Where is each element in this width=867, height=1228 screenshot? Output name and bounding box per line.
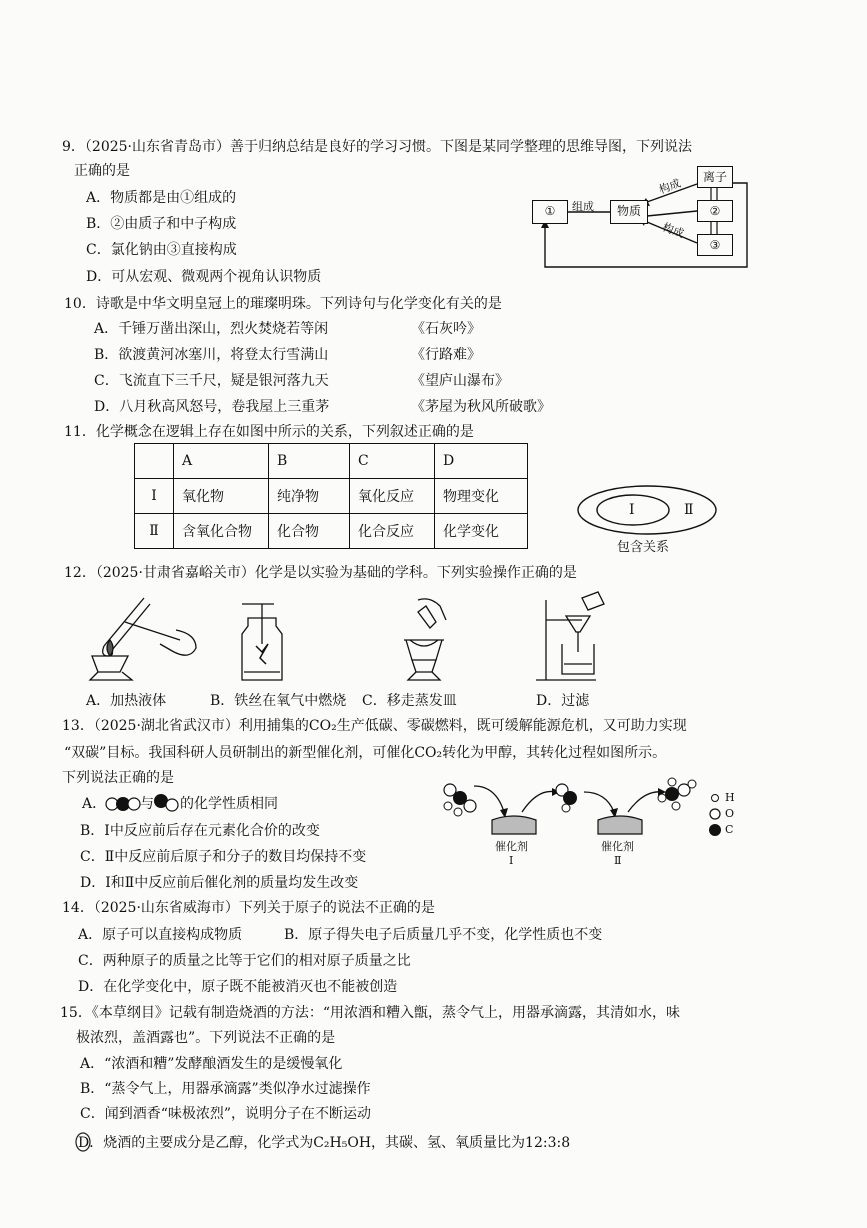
table-cell: 化学变化 [435, 514, 528, 549]
q10-source-b: 《行路难》 [411, 347, 481, 363]
q11-venn-inner-label: Ⅰ [629, 502, 635, 518]
q10-stem: 10．诗歌是中华文明皇冠上的璀璨明珠。下列诗句与化学变化有关的是 [64, 296, 502, 312]
q15-stem-line2: 极浓烈，盖酒露也”。下列说法不正确的是 [76, 1030, 336, 1046]
legend-label-c: C [725, 823, 734, 836]
legend-label-h: H [725, 791, 735, 804]
table-cell: 含氧化合物 [174, 514, 269, 549]
q12-stem: 12．（2025·甘肃省嘉峪关市）化学是以实验为基础的学科。下列实验操作正确的是 [64, 565, 577, 581]
q14-stem: 14．（2025·山东省威海市）下列关于原子的说法不正确的是 [62, 900, 435, 916]
q9-node-1: ① [532, 200, 568, 224]
table-cell: 化合物 [269, 514, 350, 549]
q13-option-a-prefix: A． [82, 796, 107, 812]
table-header-c: C [350, 444, 435, 479]
q9-stem-line1: 9．（2025·山东省青岛市）善于归纳总结是良好的学习习惯。下图是某同学整理的思维导图，下列说法 [62, 139, 692, 155]
q11-venn-caption: 包含关系 [617, 540, 670, 555]
q14-option-a: A．原子可以直接构成物质 [78, 927, 243, 943]
q9-node-2: ② [697, 200, 733, 222]
q9-node-ion: 离子 [697, 166, 733, 188]
q14-option-d: D．在化学变化中，原子既不能被消灭也不能被创造 [78, 979, 398, 995]
q12-caption-b: B．铁丝在氧气中燃烧 [210, 693, 347, 709]
q12-caption-a: A．加热液体 [86, 693, 167, 709]
q13-catalyst2-label: 催化剂 [601, 840, 634, 853]
q9-node-matter: 物质 [610, 200, 648, 224]
q15-stem-line1: 15．《本草纲目》记载有制造烧酒的方法：“用浓酒和糟入甑，蒸令气上，用器承滴露，其清如水，味 [60, 1005, 680, 1021]
legend-label-o: O [725, 807, 735, 820]
q10-source-c: 《望庐山瀑布》 [411, 373, 509, 389]
table-header-b: B [269, 444, 350, 479]
q13-stem-line2: “双碳”目标。我国科研人员研制出的新型催化剂，可催化CO₂转化为甲醇，其转化过程如图所示。 [64, 745, 667, 761]
q13-option-a-suffix: 的化学性质相同 [180, 796, 278, 812]
q14-option-b: B．原子得失电子后质量几乎不变，化学性质也不变 [284, 927, 603, 943]
q13-stem-line1: 13．（2025·湖北省武汉市）利用捕集的CO₂生产低碳、零碳燃料，既可缓解能源危机，又可助力实现 [62, 718, 687, 734]
q11-venn-outer-label: Ⅱ [684, 502, 694, 518]
q9-edge-form-bottom: 构成 [660, 220, 686, 241]
q13-option-a-mid: 与 [140, 796, 154, 812]
q15-option-a: A．“浓酒和糟”发酵酿酒发生的是缓慢氧化 [80, 1056, 343, 1072]
q13-stem-line3: 下列说法正确的是 [62, 770, 174, 786]
table-cell: 纯净物 [269, 479, 350, 514]
q15-option-b: B．“蒸令气上，用器承滴露”类似净水过滤操作 [80, 1081, 371, 1097]
q15-option-d: D．烧酒的主要成分是乙醇，化学式为C₂H₅OH，其碳、氢、氧质量比为12:3:8 [78, 1135, 571, 1151]
q10-source-a: 《石灰吟》 [411, 321, 481, 337]
q9-stem-line2: 正确的是 [74, 163, 130, 179]
q10-option-b: B．欲渡黄河冰塞川，将登太行雪满山 [94, 347, 329, 363]
table-header-a: A [174, 444, 269, 479]
table-cell: 氧化反应 [350, 479, 435, 514]
table-cell: Ⅰ [135, 479, 174, 514]
q13-option-d: D．Ⅰ和Ⅱ中反应前后催化剂的质量均发生改变 [80, 875, 359, 891]
table-cell: 化合反应 [350, 514, 435, 549]
q9-option-a: A．物质都是由①组成的 [86, 190, 237, 206]
q10-option-d: D．八月秋高风怒号，卷我屋上三重茅 [94, 399, 330, 415]
q9-option-c: C．氯化钠由③直接构成 [86, 242, 237, 258]
q9-node-3: ③ [697, 234, 733, 256]
table-cell: 物理变化 [435, 479, 528, 514]
q9-edge-compose: 组成 [572, 200, 594, 213]
q11-stem: 11．化学概念在逻辑上存在如图中所示的关系，下列叙述正确的是 [64, 424, 474, 440]
q9-option-d: D．可从宏观、微观两个视角认识物质 [86, 269, 322, 285]
q13-option-b: B．Ⅰ中反应前后存在元素化合价的改变 [80, 823, 320, 839]
q13-catalyst1-label: 催化剂 [495, 840, 528, 853]
table-cell: 氧化物 [174, 479, 269, 514]
q12-caption-d: D．过滤 [536, 693, 590, 709]
q14-option-c: C．两种原子的质量之比等于它们的相对原子质量之比 [78, 953, 411, 969]
q13-catalyst2-num: Ⅱ [614, 854, 622, 867]
q10-source-d: 《茅屋为秋风所破歌》 [411, 399, 551, 415]
q9-option-b: B．②由质子和中子构成 [86, 216, 237, 232]
table-cell: Ⅱ [135, 514, 174, 549]
q10-option-a: A．千锤万凿出深山，烈火焚烧若等闲 [94, 321, 329, 337]
q13-catalyst1-num: Ⅰ [509, 854, 514, 867]
q13-option-c: C．Ⅱ中反应前后原子和分子的数目均保持不变 [80, 849, 367, 865]
q9-edge-form-top: 构成 [657, 176, 683, 197]
q10-option-c: C．飞流直下三千尺，疑是银河落九天 [94, 373, 329, 389]
table-header-d: D [435, 444, 528, 479]
q15-option-c: C．闻到酒香“味极浓烈”，说明分子在不断运动 [80, 1106, 372, 1122]
q12-caption-c: C．移走蒸发皿 [362, 693, 457, 709]
